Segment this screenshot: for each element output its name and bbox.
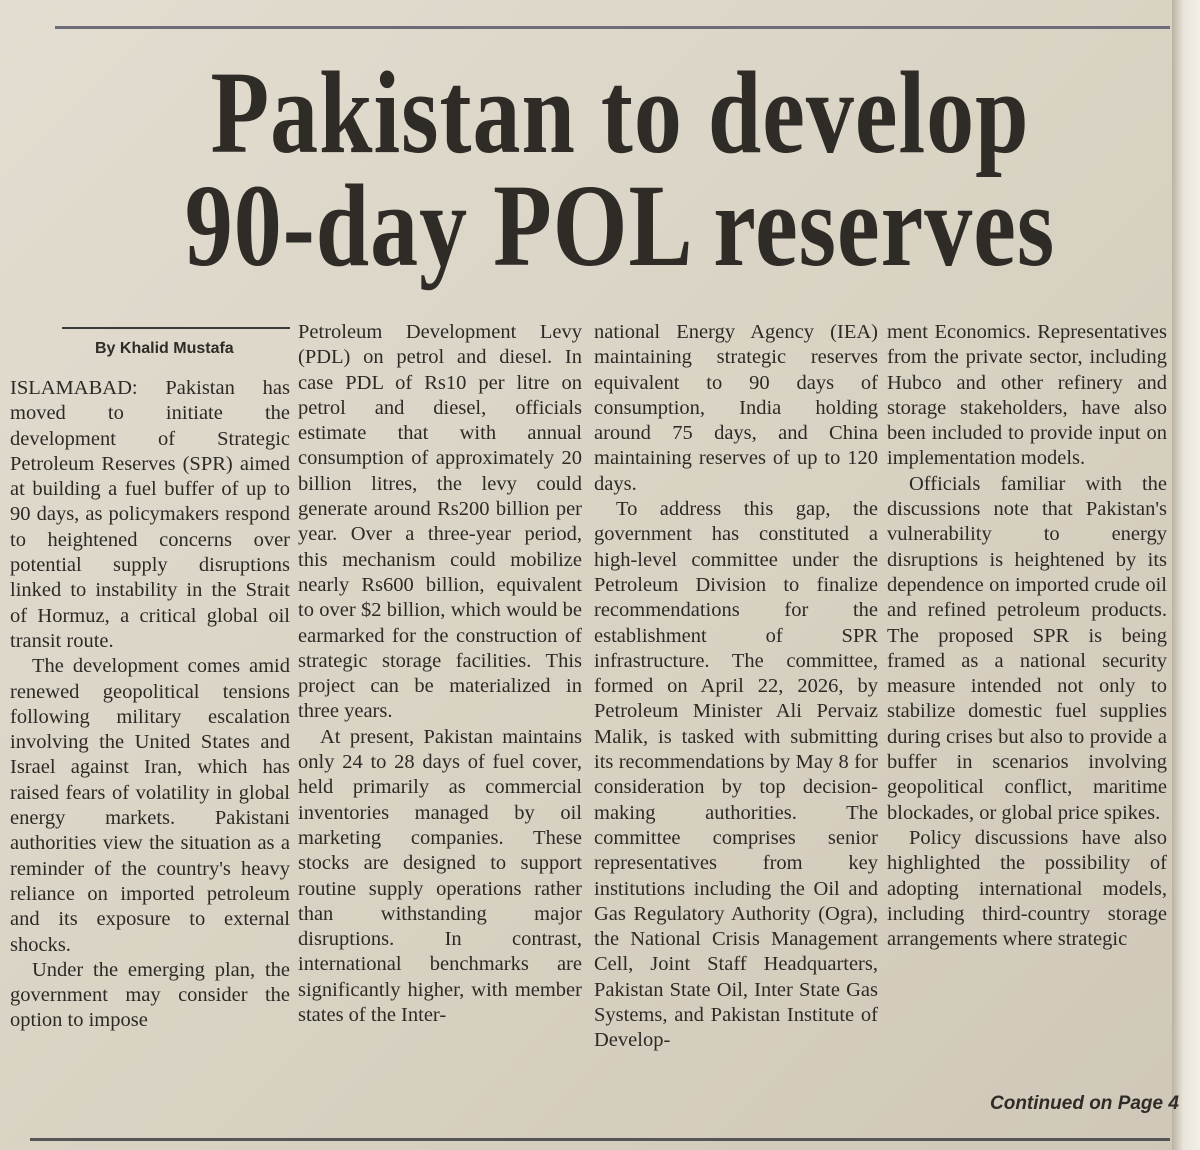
byline-divider	[62, 327, 290, 329]
article-column-1	[10, 376, 290, 1034]
paragraph: Officials familiar with the discussions note that Pakistan's vulnerability to energy disruptions is heightened by its dependence on imported crude oil and refined petroleum products. The proposed SPR is being framed as a national security measure intended not only to stabilize domestic fuel supplies during crises but also to provide a buffer in scenarios involving geopolitical conflict, maritime blockades, or global price spikes.	[887, 472, 1167, 824]
paragraph: national Energy Agency (IEA) maintaining strategic reserves equivalent to 90 days of consumption, India holding around 75 days, and China maintaining reserves of up to 120 days.	[594, 321, 878, 495]
paragraph: Under the emerging plan, the government may consider the option to impose	[10, 958, 290, 1032]
paragraph: Policy discussions have also highlighted the possibility of adopting international models, including third-country storage arrangements where strategic	[887, 826, 1167, 951]
paragraph: ISLAMABAD: Pakistan has moved to initiate the development of Strategic Petroleum Reserves (SPR) aimed at building a fuel buffer of up to 90 days, as policymakers respond to heightened concerns over potential supply disruptions linked to instability in the Strait of Hormuz, a critical global oil transit route.	[10, 377, 290, 652]
article-column-3	[594, 320, 878, 1054]
paragraph: ment Economics. Representatives from the private sector, including Hubco and other refinery and storage stakeholders, have also been included to provide input on implementation models.	[887, 321, 1167, 470]
paragraph: The development comes amid renewed geopolitical tensions following military escalation involving the United States and Israel against Iran, which has raised fears of volatility in global energy markets. Pakistani authorities view the situation as a reminder of the country's heavy reliance on imported petroleum and its exposure to external shocks.	[10, 655, 290, 956]
paragraph: Petroleum Development Levy (PDL) on petrol and diesel. In case PDL of Rs10 per litre on petrol and diesel, officials estimate that with annual consumption of approximately 20 billion litres, the levy could generate around Rs200 billion per year. Over a three-year period, this mechanism could mobilize nearly Rs600 billion, equivalent to over $2 billion, which would be earmarked for the construction of strategic storage facilities. This project can be materialized in three years.	[298, 321, 582, 723]
continued-on-page-note: Continued on Page 4	[990, 1093, 1179, 1114]
top-divider	[55, 26, 1170, 29]
article-column-4	[887, 320, 1167, 952]
paragraph: To address this gap, the government has constituted a high-level committee under the Petroleum Division to finalize recommendations for the establishment of SPR infrastructure. The committee, formed on April 22, 2026, by Petroleum Minister Ali Pervaiz Malik, is tasked with submitting its recommendations by May 8 for consideration by top decision-making authorities. The committee comprises senior representatives from key institutions including the Oil and Gas Regulatory Authority (Ogra), the National Crisis Management Cell, Joint Staff Headquarters, Pakistan State Oil, Inter State Gas Systems, and Pakistan Institute of Develop-	[594, 498, 878, 1052]
paragraph: At present, Pakistan maintains only 24 to 28 days of fuel cover, held primarily as commercial inventories managed by oil marketing companies. These stocks are designed to support routine supply operations rather than withstanding major disruptions. In contrast, international benchmarks are significantly higher, with member states of the Inter-	[298, 725, 582, 1027]
headline-line-2: 90-day POL reserves	[184, 160, 1056, 291]
bottom-divider	[30, 1138, 1170, 1141]
headline-line-1: Pakistan to develop	[210, 47, 1030, 178]
byline: By Khalid Mustafa	[95, 340, 234, 357]
article-column-2	[298, 320, 582, 1028]
adjacent-page-edge	[1172, 0, 1200, 1150]
